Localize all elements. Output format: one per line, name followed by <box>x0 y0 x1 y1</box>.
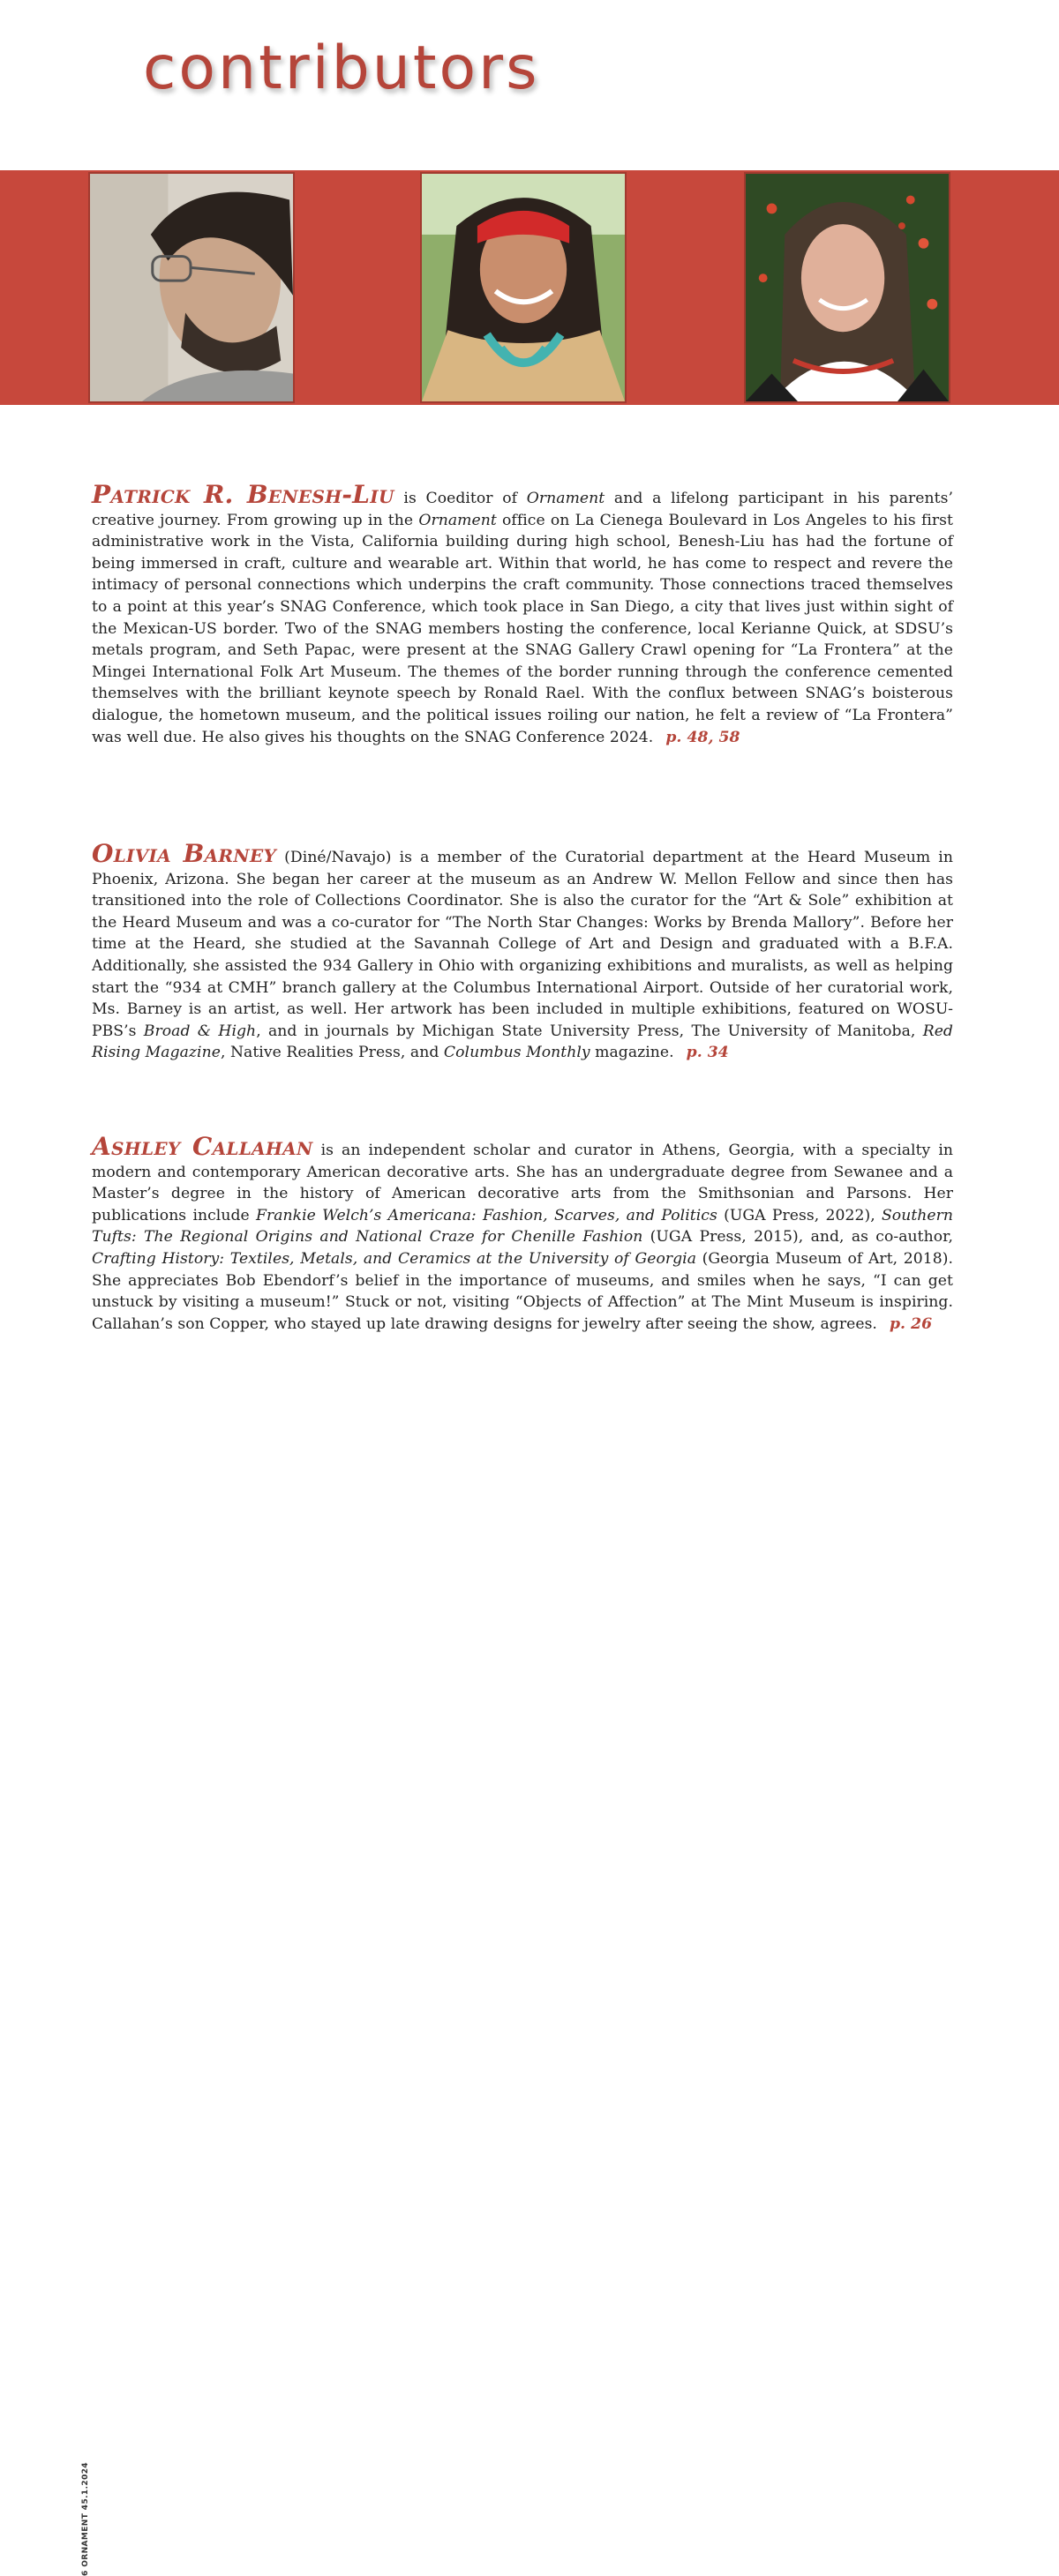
page-reference: p. 34 <box>686 1044 729 1062</box>
bio-text-run: is Coeditor of <box>394 490 527 507</box>
folio: 6 ORNAMENT 45.1.2024 <box>81 2461 90 2576</box>
contributor-name: Patrick R. Benesh-Liu <box>92 480 394 509</box>
italic-title: Ornament <box>418 511 497 529</box>
page-reference: p. 48, 58 <box>665 728 740 746</box>
bio-text-run: , and in journals by Michigan State University Press, The University of Manitoba, <box>256 1022 923 1040</box>
italic-title: Red Rising Magazine <box>92 1022 953 1062</box>
italic-title: Crafting History: Textiles, Metals, and Ceramics at the University of Georgia <box>92 1249 697 1268</box>
bio-text-run: (UGA Press, 2015), and, as co-author, <box>642 1228 953 1247</box>
contributor-photo-3 <box>744 172 950 403</box>
italic-title: Ornament <box>526 490 605 507</box>
contributor-bio-1 <box>92 480 953 748</box>
bio-text-run: , Native Realities Press, and <box>220 1044 444 1062</box>
contributor-name: Ashley Callahan <box>92 1132 313 1161</box>
italic-title: Southern Tufts: The Regional Origins and National Craze for Chenille Fashion <box>92 1206 954 1247</box>
contributor-photo-1 <box>88 172 295 403</box>
contributor-bio-2 <box>92 839 953 1064</box>
bio-text <box>92 849 953 1061</box>
italic-title: Columbus Monthly <box>443 1044 590 1062</box>
portrait-man-glasses <box>90 174 293 401</box>
bio-text-run: magazine. <box>590 1044 674 1062</box>
bio-text-run: is an independent scholar and curator in Athens, Georgia, with a specialty in modern and contemporary American decorative arts. She has an undergraduate degree from Sewanee and a Master’s degree in the history of American decorative arts from the Smithsonian and Parsons. Her publications include <box>92 1142 953 1224</box>
bio-text-run: (Georgia Museum of Art, 2018). She appreciates Bob Ebendorf’s belief in the importance of museums, and smiles when he says, “I can get unstuck by visiting a museum!” Stuck or not, visiting “Objects of Affection” at The Mint Museum is inspiring. Callahan’s son Copper, who stayed up late drawing designs for jewelry after seeing the show, agrees. <box>92 1249 953 1333</box>
contributor-photo-2 <box>420 172 627 403</box>
bio-text-run: office on La Cienega Boulevard in Los Angeles to his first administrative work in the Vista, California building during high school, Benesh-Liu has had the fortune of being immersed in craft, culture and wearable art. Within that world, he has come to respect and revere the intimacy of personal connections which underpins the craft community. Those connections traced themselves to a point at this year’s SNAG Conference, which took place in San Diego, a city that lives just within sight of the Mexican-US border. Two of the SNAG members hosting the conference, local Kerianne Quick, at SDSU’s metals program, and Seth Papac, were present at the SNAG Gallery Crawl opening for “La Frontera” at the Mingei International Folk Art Museum. The themes of the border running through the conference cemented themselves with the brilliant keynote speech by Ronald Rael. With the conflux between SNAG’s boisterous dialogue, the hometown museum, and the political issues roiling our nation, he felt a review of “La Frontera” was well due. He also gives his thoughts on the SNAG Conference 2024. <box>92 511 953 746</box>
contributor-name: Olivia Barney <box>92 839 277 868</box>
bio-text <box>92 490 953 746</box>
contributor-bio-3 <box>92 1132 954 1335</box>
italic-title: Frankie Welch’s Americana: Fashion, Scarves, and Politics <box>256 1206 717 1224</box>
portrait-woman-foliage <box>746 174 949 401</box>
page-title: contributors <box>143 34 540 103</box>
portrait-woman-bandana <box>422 174 625 401</box>
page-reference: p. 26 <box>889 1314 933 1333</box>
bio-text-run: and a lifelong participant in his parents’ creative journey. From growing up in the <box>92 490 953 529</box>
bio-text-run: (Diné/Navajo) is a member of the Curatorial department at the Heard Museum in Phoenix, Arizona. She began her career at the museum as an Andrew W. Mellon Fellow and since then has transitioned into the role of Collections Coordinator. She is also the curator for the “Art & Sole” exhibition at the Heard Museum and was a co-curator for “The North Star Changes: Works by Brenda Mallory”. Before her time at the Heard, she studied at the Savannah College of Art and Design and graduated with a B.F.A. Additionally, she assisted the 934 Gallery in Ohio with organizing exhibitions and muralists, as well as helping start the “934 at CMH” branch gallery at the Columbus International Airport. Outside of her curatorial work, Ms. Barney is an artist, as well. Her artwork has been included in multiple exhibitions, featured on WOSU-PBS’s <box>92 849 953 1040</box>
bio-text <box>92 1142 953 1333</box>
italic-title: Broad & High <box>143 1022 257 1040</box>
bio-text-run: (UGA Press, 2022), <box>717 1206 882 1224</box>
